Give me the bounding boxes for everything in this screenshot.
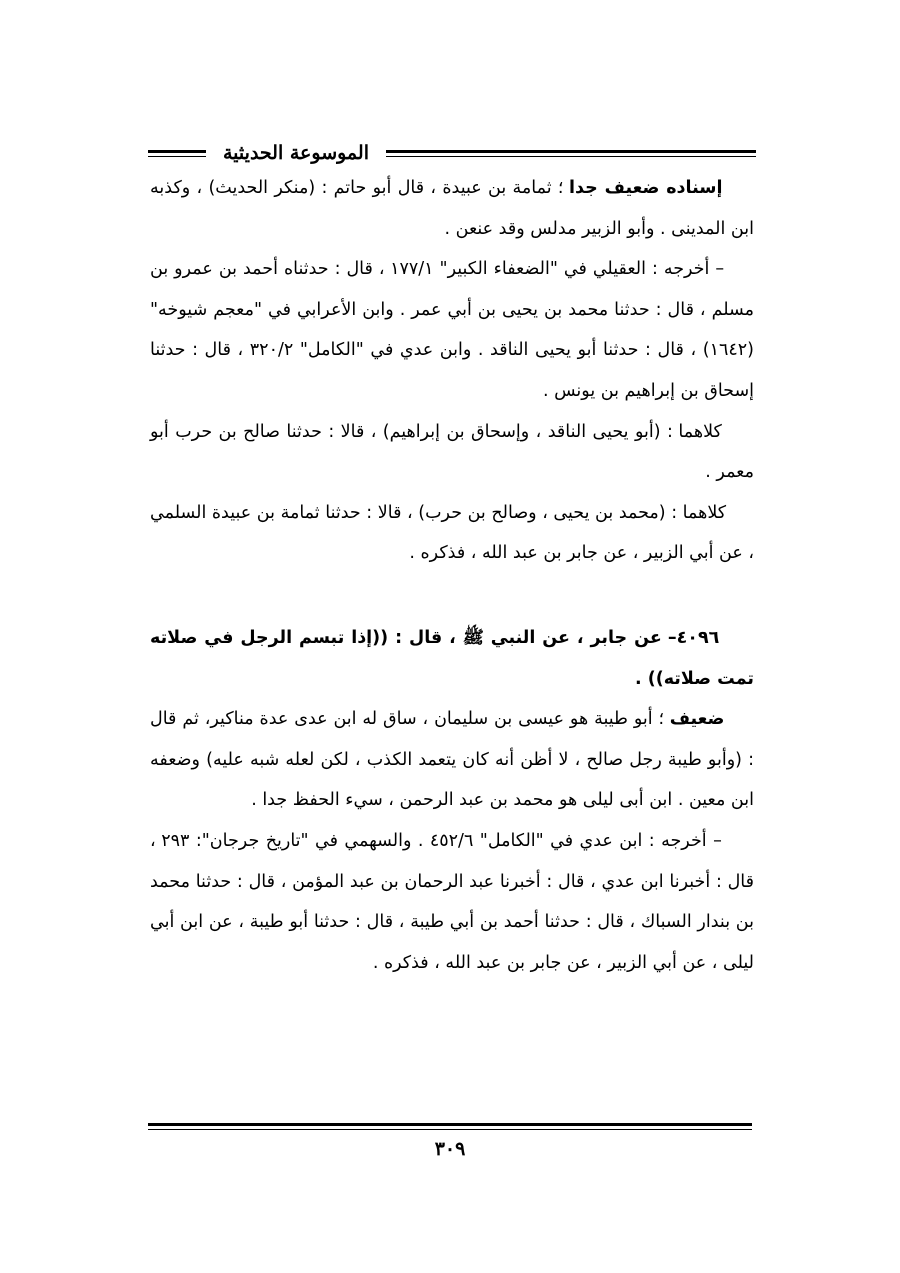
kilahuma-text-1: كلاهما : (أبو يحيى الناقد ، وإسحاق بن إبراهيم) ، قالا : حدثنا صالح بن حرب أبو معمر .	[150, 421, 754, 483]
verdict-paragraph-1	[150, 168, 754, 249]
running-header	[148, 138, 756, 170]
page-body	[150, 168, 754, 983]
verdict-label-2: ضعيف	[669, 709, 725, 730]
hadith-text: ٤٠٩٦– عن جابر ، عن النبي ﷺ ، قال : ((إذا تبسم الرجل في صلاته تمت صلاته)) .	[150, 627, 754, 689]
footer-rule	[148, 1123, 752, 1130]
verdict-text-1: ؛ ثمامة بن عبيدة ، قال أبو حاتم : (منكر الحديث) ، وكذبه ابن المدينى . وأبو الزبير مدلس وقد عنعن .	[150, 178, 754, 239]
takhrij-paragraph-1	[150, 249, 754, 411]
verdict-label-1: إسناده ضعيف جدا	[569, 178, 723, 198]
section-gap	[150, 574, 754, 618]
header-rule-left	[148, 150, 206, 157]
header-title: الموسوعة الحديثية	[223, 142, 369, 164]
page-number: ٣٠٩	[434, 1138, 466, 1160]
hadith-paragraph	[150, 618, 754, 699]
takhrij-text-2: – أخرجه : ابن عدي في "الكامل" ٤٥٢/٦ . والسهمي في "تاريخ جرجان": ٢٩٣ ، قال : أخبرنا ابن عدي ، قال : أخبرنا عبد الرحمان بن عبد المؤمن ، قال : حدثنا محمد بن بندار السباك ، قال : حدثنا أحمد بن أبي طيبة ، قال : حدثنا أبو طيبة ، عن ابن أبي ليلى ، عن أبي الزبير ، عن جابر بن عبد الله ، فذكره .	[150, 830, 754, 973]
kilahuma-text-2: كلاهما : (محمد بن يحيى ، وصالح بن حرب) ، قالا : حدثنا ثمامة بن عبيدة السلمي ، عن أبي الزبير ، عن جابر بن عبد الله ، فذكره .	[150, 502, 754, 564]
header-rule-right	[386, 150, 756, 157]
verdict-text-2: ؛ أبو طيبة هو عيسى بن سليمان ، ساق له ابن عدى عدة مناكير، ثم قال : (وأبو طيبة رجل صالح ، لا أظن أنه كان يتعمد الكذب ، لكن لعله شبه عليه) وضعفه ابن معين . ابن أبى ليلى هو محمد بن عبد الرحمن ، سيء الحفظ جدا .	[150, 709, 754, 811]
takhrij-text-1: – أخرجه : العقيلي في "الضعفاء الكبير" ١٧٧/١ ، قال : حدثناه أحمد بن عمرو بن مسلم ، قال : حدثنا محمد بن يحيى بن أبي عمر . وابن الأعرابي في "معجم شيوخه" (١٦٤٢) ، قال : حدثنا أبو يحيى الناقد . وابن عدي في "الكامل" ٣٢٠/٢ ، قال : حدثنا إسحاق بن إبراهيم بن يونس .	[150, 259, 754, 401]
takhrij-paragraph-2	[150, 821, 754, 983]
kilahuma-paragraph-1	[150, 412, 754, 493]
kilahuma-paragraph-2	[150, 493, 754, 574]
verdict-paragraph-2	[150, 699, 754, 821]
